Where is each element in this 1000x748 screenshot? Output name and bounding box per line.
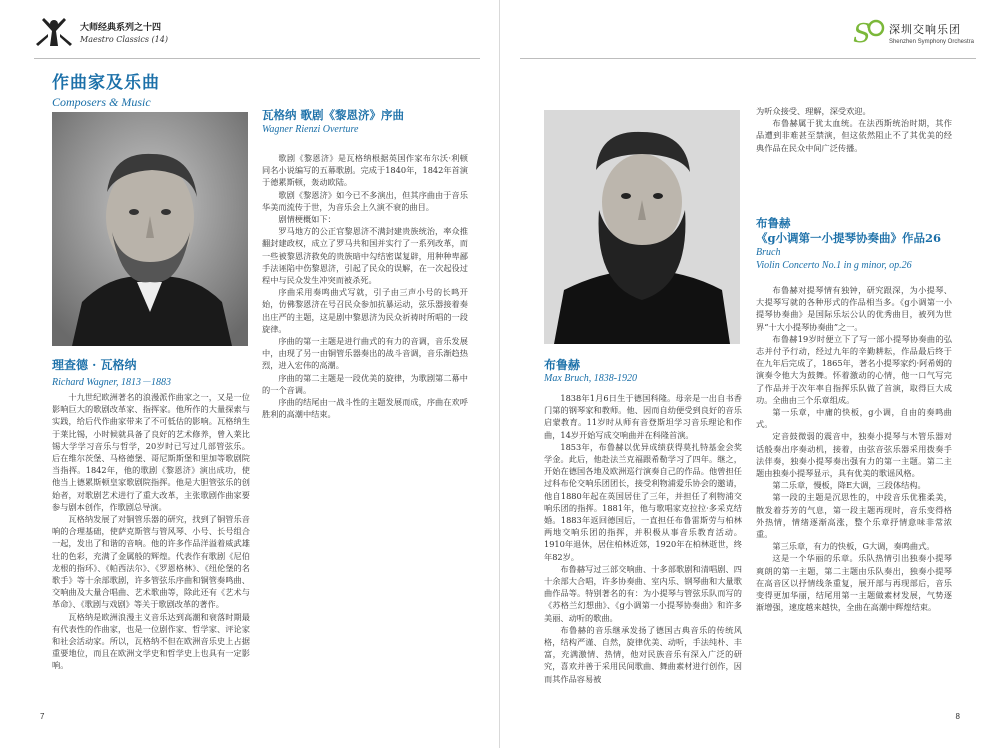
paragraph: 瓦格纳发展了对铜管乐器的研究，找到了铜管乐音响的合理基础，使萨克斯管与管风琴、小号、长号组合一起，发出了和谐的音响。他的许多作品洋溢着威武雄壮的色彩，充满了金属般的辉煌。代表作有歌剧《尼伯龙根的指环》、《帕西法尔》、《罗恩格林》、《纽伦堡的名歌手》等十余部歌剧，许多管弦乐序曲和铜管奏鸣曲、交响曲及大量合唱曲、艺术歌曲等，除此还有《艺术与革命》、《歌剧与戏剧》等关于歌剧改革的著作。 (52, 514, 250, 610)
section-title-en: Composers & Music (52, 95, 151, 109)
conductor-logo-icon (34, 14, 74, 50)
header-rule-right (520, 58, 976, 59)
series-header (34, 14, 168, 50)
paragraph: 第二乐章，慢板，降E大调，三段体结构。 (772, 480, 926, 491)
rienzi-description (262, 152, 468, 420)
paragraph: 歌剧《黎恩济》是瓦格纳根据英国作家布尔沃·利顿同名小说编写的五幕歌剧。完成于1840年，1842年首演于德累斯顿，轰动欧陆。 (262, 153, 468, 188)
orchestra-header (851, 16, 974, 50)
page-gutter (499, 0, 500, 748)
paragraph: 剧情梗概如下： (278, 214, 336, 225)
paragraph: 第一段的主题是沉思性的，中段音乐优雅柔美，散发着芬芳的气息，第一段主题再现时，音乐变得格外热情，情绪逐渐高涨，整个乐章抒情意味非常浓重。 (756, 492, 952, 540)
wagner-name-en: Richard Wagner, 1813－1883 (52, 377, 171, 388)
piece-composer-en: Bruch (756, 247, 781, 258)
bruch-name (544, 356, 637, 384)
paragraph: 第三乐章，有力的快板，G大调，奏鸣曲式。 (772, 541, 935, 552)
paragraph: 瓦格纳是欧洲浪漫主义音乐达到高潮和衰落时期最有代表性的作曲家，也是一位剧作家、哲学家、评论家和社会活动家。所以，瓦格纳不但在欧洲音乐史上占据重要地位，而且在欧洲文学史和哲学史上也具有一定影响。 (52, 611, 250, 671)
paragraph: 定音鼓微弱的震音中，独奏小提琴与木管乐器对话般奏出序奏动机，接着，由弦音弦乐器采用拨奏手法伴奏，独奏小提琴奏出强有力的第一主题。第二主题由独奏小提琴显示，具有优美的歌谣风格。 (756, 431, 952, 479)
rienzi-title-en: Wagner Rienzi Overture (262, 124, 359, 135)
bruch-name-cn: 布鲁赫 (544, 358, 581, 372)
paragraph: 序曲采用奏鸣曲式写就，引子由三声小号的长鸣开始，仿佛黎恩济在号召民众参加抗暴运动，弦乐器接着奏出庄严的主题，这是剧中黎恩济为民众祈祷时所唱的一段旋律。 (262, 287, 468, 334)
section-title (52, 68, 160, 110)
piece-title-cn: 《g小调第一小提琴协奏曲》作品26 (756, 231, 942, 245)
piece-composer-cn: 布鲁赫 (756, 216, 791, 230)
paragraph: 1838年1月6日生于德国科隆。母亲是一出自书香门第的钢琴家和教师。他、因而自幼便受到良好的音乐启蒙教育。11岁时从师有音登斯坦学习音乐理论和作曲，14岁开始写成交响曲并在科隆首演。 (544, 393, 742, 440)
paragraph: 为听众接受、理解，深受欢迎。 (756, 106, 871, 116)
wagner-name-cn: 理查德 · 瓦格纳 (52, 358, 137, 372)
wagner-biography (52, 391, 250, 672)
paragraph: 这是一个华丽的乐章。乐队热情引出独奏小提琴爽朗的第一主题，第二主题由乐队奏出，独奏小提琴在高音区以抒情线条重复，展开部与再现部后，音乐变得更加华丽，结尾用第一主题做素材发展，气势逐渐增强，速度越来越快，全曲在高潮中辉煌结束。 (756, 553, 952, 613)
rienzi-title (262, 108, 472, 136)
paragraph: 序曲的第二主题是一段优美的旋律，为歌剧第二幕中的一个音调。 (262, 372, 468, 395)
violin-concerto-title (756, 216, 966, 272)
paragraph: 布鲁赫对提琴情有独钟，研究跟深，为小提琴、大提琴写就的各种形式的作品相当多。《g小调第一小提琴协奏曲》是国际乐坛公认的优秀曲目，被列为世界“十大小提琴协奏曲”之一。 (756, 285, 952, 332)
page-number-left: 7 (40, 712, 45, 721)
paragraph: 布鲁赫的音乐继承发扬了德国古典音乐的传统风格，结构严谨、自然，旋律优美、动听，手法纯朴、丰富，充满激情、热情，他对民族音乐有深入广泛的研究，喜欢并善于采用民间歌曲、舞曲素材进行创作，因而其作品容易被 (544, 624, 742, 684)
page-number-right: 8 (955, 712, 960, 721)
wagner-name (52, 356, 171, 388)
section-title-cn: 作曲家及乐曲 (52, 73, 160, 93)
bruch-bio-continued (756, 105, 952, 154)
bruch-biography (544, 392, 742, 685)
bruch-name-en: Max Bruch, 1838-1920 (544, 373, 638, 384)
header-rule-left (34, 58, 480, 59)
violin-concerto-description (756, 284, 952, 613)
orchestra-name-en: Shenzhen Symphony Orchestra (888, 39, 974, 45)
paragraph: 序曲的结尾由一战斗性的主题发展而成，序曲在欢呼胜利的高潮中结束。 (262, 397, 468, 420)
paragraph: 十九世纪欧洲著名的浪漫派作曲家之一，又是一位影响巨大的歌剧改革家、指挥家。他所作的大量探索与实践，给后代作曲家带来了不可低估的影响。瓦格纳生于莱比锡，小时候就具备了良好的艺术修养，曾入莱比锡大学学习音乐与哲学，20岁时已写过几部管弦乐。后在维尔茨堡、马格德堡、哥尼斯斯堡和里加等歌剧院当指挥。1842年，他的歌剧《黎恩济》演出成功，使他当上德累斯顿皇家歌剧院指挥。他是大胆管弦乐的创始者，对歌剧艺术进行了重大改革，主张歌剧作曲家要参与剧本创作，作歌剧总导演。 (52, 392, 250, 512)
svg-text:S: S (852, 19, 871, 49)
orchestra-logo-icon (851, 16, 885, 50)
bruch-portrait (544, 110, 740, 344)
paragraph: 罗马地方的公正官黎恩济不满封建贵族统治，率众推翻封建政权，成立了罗马共和国并实行了一系列改革，而一些被黎恩济救免的贵族暗中勾结密谋复辟，用种种卑鄙手法诬陷中伤黎恩济，引起了民众的误解，在一次起役过程中与民众发生冲突而被杀死。 (262, 226, 468, 286)
paragraph: 第一乐章，中庸的快板，g小调，自由的奏鸣曲式。 (756, 407, 952, 430)
paragraph: 序曲的第一主题是进行曲式的有力的音调，音乐发展中，由现了另一由铜管乐器奏出的战斗音调，音乐渐趋热烈，进入宏伟的高潮。 (262, 336, 468, 371)
wagner-portrait (52, 112, 248, 346)
paragraph: 布鲁赫19岁时便立下了写一部小提琴协奏曲的弘志并付予行动，经过九年的辛勤耕耘，作品最后终于在九年后完成了，1865年，著名小提琴家约·阿希姆的演奏令他大为鼓舞。怀着激动的心情，他一口气写完了作品并于次年率自指挥乐队做了首演，取得巨大成功。全曲由三个乐章组成。 (756, 333, 952, 405)
orchestra-name-cn: 深圳交响乐团 (888, 23, 961, 36)
paragraph: 1853年，布鲁赫以优异成绩获得莫扎特基金会奖学金。此后，他赴法兰克福跟希勒学习了四年。继之，开始在德国各地及欧洲巡行演奏自己的作品。他曾担任过科布伦交响乐团团长，接受利物浦爱乐协会的邀请，他自1880年起在英国居住了三年，并担任了利物浦交响乐团的指挥。1881年，他与歌唱家克拉拉·多采克结婚。1883年返回德国后，一直担任布鲁雷斯劳与柏林两地交响乐团的指挥，并积极从事音乐教育活动。1910年退休，居住柏林近郊，1920年在柏林逝世，终年82岁。 (544, 441, 742, 562)
rienzi-title-cn: 瓦格纳 歌剧《黎恩济》序曲 (262, 108, 405, 122)
piece-title-en: Violin Concerto No.1 in g minor, op.26 (756, 260, 912, 271)
paragraph: 布鲁赫属于犹太血统。在法西斯统治时期，其作品遭到非难甚至禁演，但这依然阻止不了其优美的经典作品在民众中间广泛传播。 (756, 118, 952, 153)
series-title-cn: 大师经典系列之十四 (80, 23, 162, 33)
paragraph: 歌剧《黎恩济》如今已不多演出，但其序曲由于音乐华美而流传于世，为音乐会上久演不衰的曲目。 (262, 189, 468, 212)
series-title-en: Maestro Classics (14) (80, 35, 168, 44)
paragraph: 布鲁赫写过三部交响曲、十多部歌剧和清唱剧、四十余部大合唱，许多协奏曲、室内乐、钢琴曲和大量歌曲作品等。特别著名的有：为小提琴与管弦乐队而写的《苏格兰幻想曲》、《g小调第一小提琴协奏曲》和许多美丽、动听的歌曲。 (544, 563, 742, 623)
